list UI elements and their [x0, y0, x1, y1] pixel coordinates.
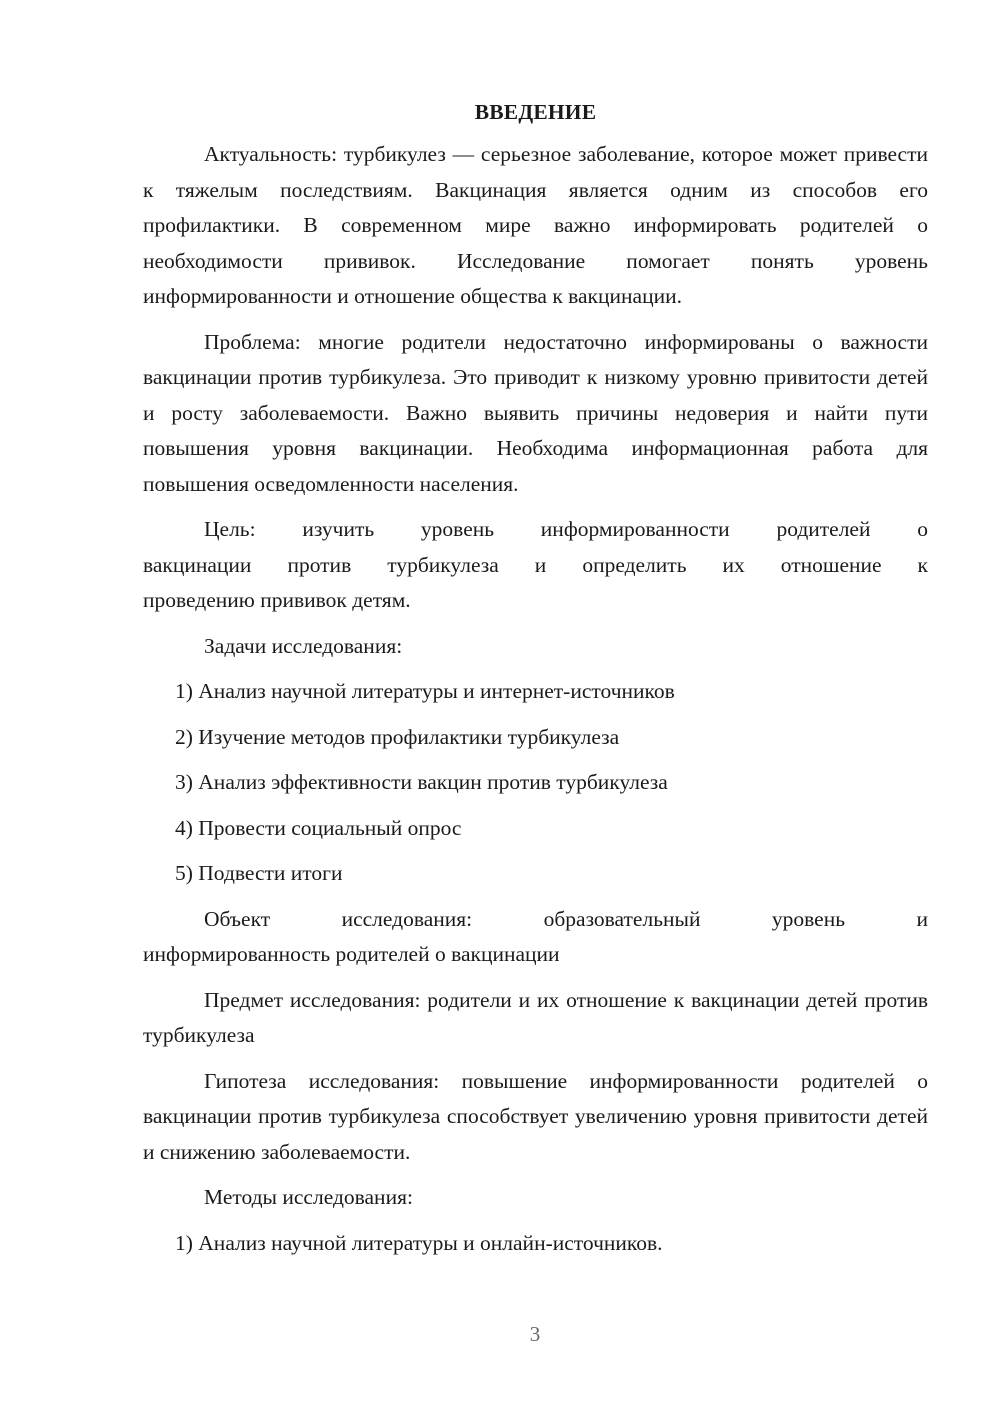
document-page — [143, 96, 928, 1271]
relevance-paragraph: Актуальность: турбикулез — серьезное заболевание, которое может привести к тяжелым последствиям. Вакцинация является одним из способов его профилактики. В современном мире важно информировать родителей о необходимости прививок. Исследование помогает понять уровень информированности и отношение общества к вакцинации. — [143, 142, 928, 308]
subject-paragraph: Предмет исследования: родители и их отношение к вакцинации детей против турбикулеза — [143, 987, 928, 1047]
list-item: 1) Анализ научной литературы и интернет-источников — [175, 679, 675, 703]
hypothesis-paragraph: Гипотеза исследования: повышение информированности родителей о вакцинации против турбикулеза способствует увеличению уровня привитости детей и снижению заболеваемости. — [143, 1068, 928, 1164]
object-line-1: Объект исследования: образовательный уровень и — [204, 906, 928, 931]
tasks-heading: Задачи исследования: — [204, 633, 403, 658]
list-item: 3) Анализ эффективности вакцин против турбикулеза — [175, 770, 668, 794]
object-line-2: информированность родителей о вакцинации — [143, 942, 560, 966]
goal-line-1: Цель: изучить уровень информированности родителей о — [204, 517, 928, 541]
page-number: 3 — [529, 1322, 541, 1346]
goal-line-3: проведению прививок детям. — [143, 588, 411, 612]
list-item: 2) Изучение методов профилактики турбикулеза — [175, 724, 620, 749]
tasks-list — [143, 674, 928, 892]
list-item: 4) Провести социальный опрос — [175, 815, 462, 840]
page-title: ВВЕДЕНИЕ — [474, 100, 597, 124]
methods-heading: Методы исследования: — [204, 1185, 413, 1209]
object-paragraph — [143, 902, 928, 973]
problem-paragraph: Проблема: многие родители недостаточно информированы о важности вакцинации против турбикулеза. Это приводит к низкому уровню привитости детей и росту заболеваемости. Важно выявить причины недоверия и найти пути повышения уровня вакцинации. Необходима информационная работа для повышения осведомленности населения. — [143, 329, 928, 496]
goal-line-2: вакцинации против турбикулеза и определить их отношение к — [143, 552, 928, 577]
goal-paragraph — [143, 512, 928, 619]
list-item: 5) Подвести итоги — [175, 861, 343, 885]
methods-list — [143, 1226, 928, 1262]
list-item: 1) Анализ научной литературы и онлайн-источников. — [175, 1230, 663, 1255]
